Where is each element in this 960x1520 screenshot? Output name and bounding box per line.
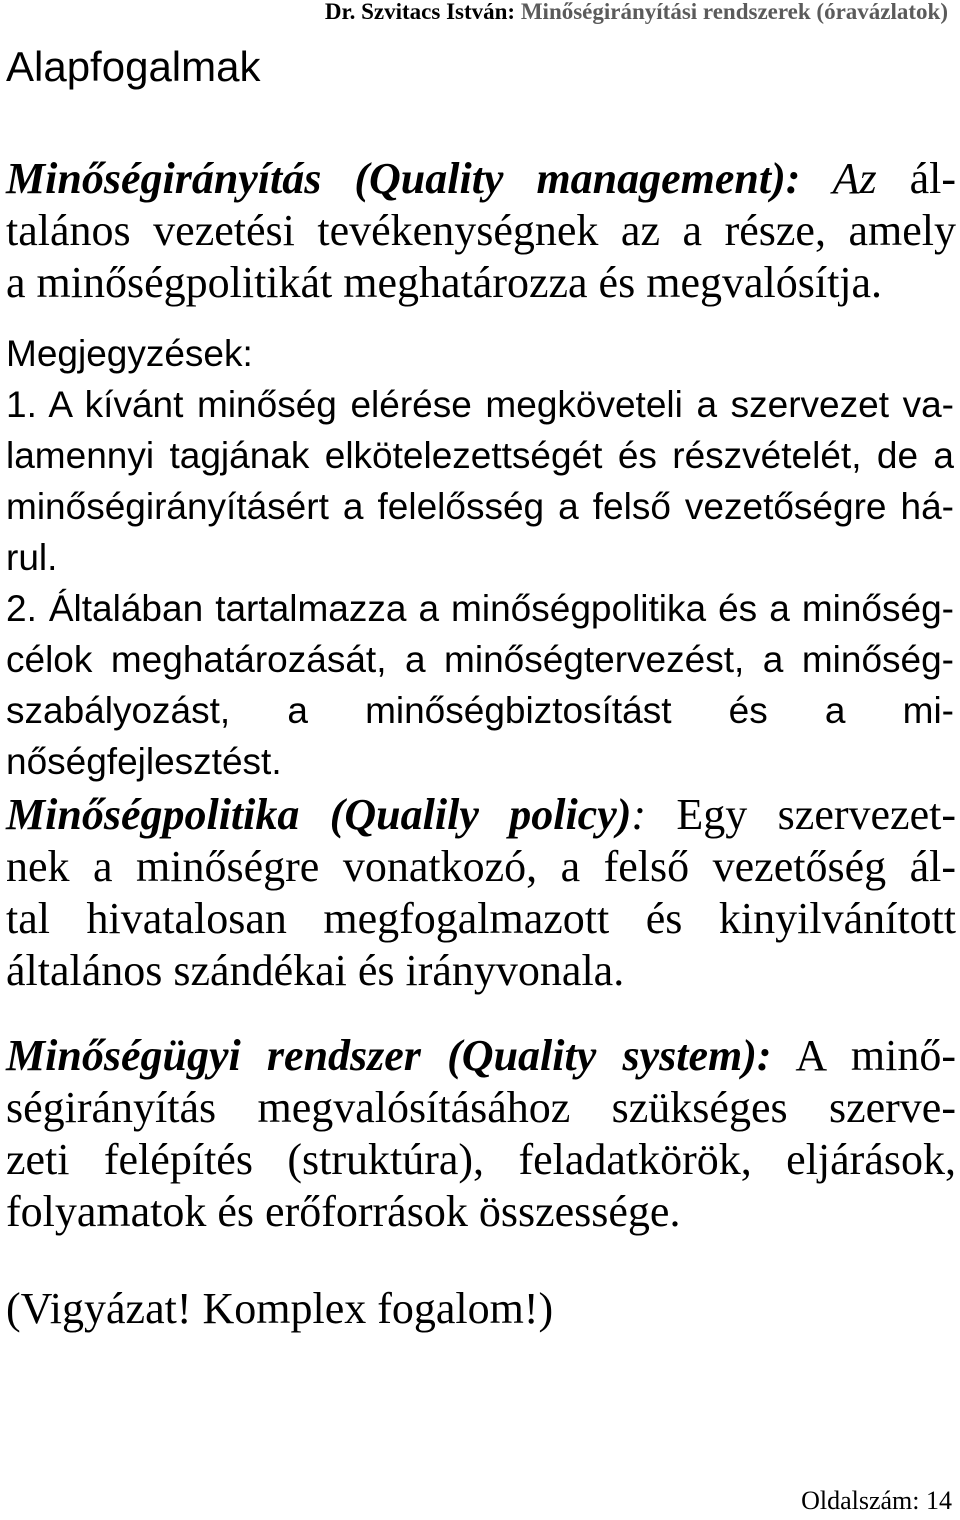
- note1-line-0: 1. A kívánt minőség elérése megköveteli a szervezet va-: [6, 384, 954, 425]
- policy-term: Minőségpolitika (Qualily policy): [6, 790, 632, 839]
- policy-line-0: Egy szervezet-: [646, 790, 956, 839]
- qm-term: Minőségirányítás (Quality management):: [6, 154, 801, 203]
- note2-line-1: célok meghatározását, a minőségtervezést, a minőség-: [6, 639, 954, 680]
- note1-line-3: rul.: [6, 537, 58, 578]
- policy-line-3: általános szándékai és irányvonala.: [6, 946, 625, 995]
- header-title: Minőségirányítási rendszerek (óravázlatok): [520, 0, 948, 24]
- system-line-3: folyamatok és erőforrások összessége.: [6, 1187, 681, 1236]
- qm-lead: Az: [800, 154, 877, 203]
- system-line-2: zeti felépítés (struktúra), feladatkörök, eljárások,: [6, 1135, 956, 1184]
- policy-colon: :: [631, 790, 647, 839]
- policy-definition: [6, 789, 956, 997]
- page-header: [0, 0, 948, 24]
- system-definition: [6, 1030, 956, 1238]
- note2-line-0: 2. Általában tartalmazza a minőségpolitika és a minőség-: [6, 588, 954, 629]
- system-line-0: A minő-: [771, 1031, 956, 1080]
- warning-note: (Vigyázat! Komplex fogalom!): [6, 1284, 554, 1333]
- policy-line-1: nek a minőségre vonatkozó, a felső vezetőség ál-: [6, 842, 956, 891]
- note1-line-2: minőségirányításért a felelősség a felső vezetőségre há-: [6, 486, 954, 527]
- qm-definition: [6, 153, 956, 309]
- note1-line-1: lamennyi tagjának elkötelezettségét és részvételét, de a: [6, 435, 954, 476]
- header-author: Dr. Szvitacs István:: [324, 0, 521, 24]
- system-line-1: ségirányítás megvalósításához szükséges szerve-: [6, 1083, 956, 1132]
- page-number: Oldalszám: 14: [801, 1486, 952, 1515]
- note2-line-2: szabályozást, a minőségbiztosítást és a mi-: [6, 690, 954, 731]
- policy-line-2: tal hivatalosan megfogalmazott és kinyilvánított: [6, 894, 956, 943]
- notes-label: Megjegyzések:: [6, 333, 253, 374]
- note2-line-3: nőségfejlesztést.: [6, 741, 282, 782]
- system-term: Minőségügyi rendszer (Quality system):: [6, 1031, 772, 1080]
- qm-notes: [6, 328, 954, 787]
- qm-line-0: ál-: [876, 154, 956, 203]
- qm-line-2: a minőségpolitikát meghatározza és megvalósítja.: [6, 258, 883, 307]
- qm-line-1: talános vezetési tevékenységnek az a része, amely: [6, 206, 956, 255]
- page-title: Alapfogalmak: [6, 43, 261, 90]
